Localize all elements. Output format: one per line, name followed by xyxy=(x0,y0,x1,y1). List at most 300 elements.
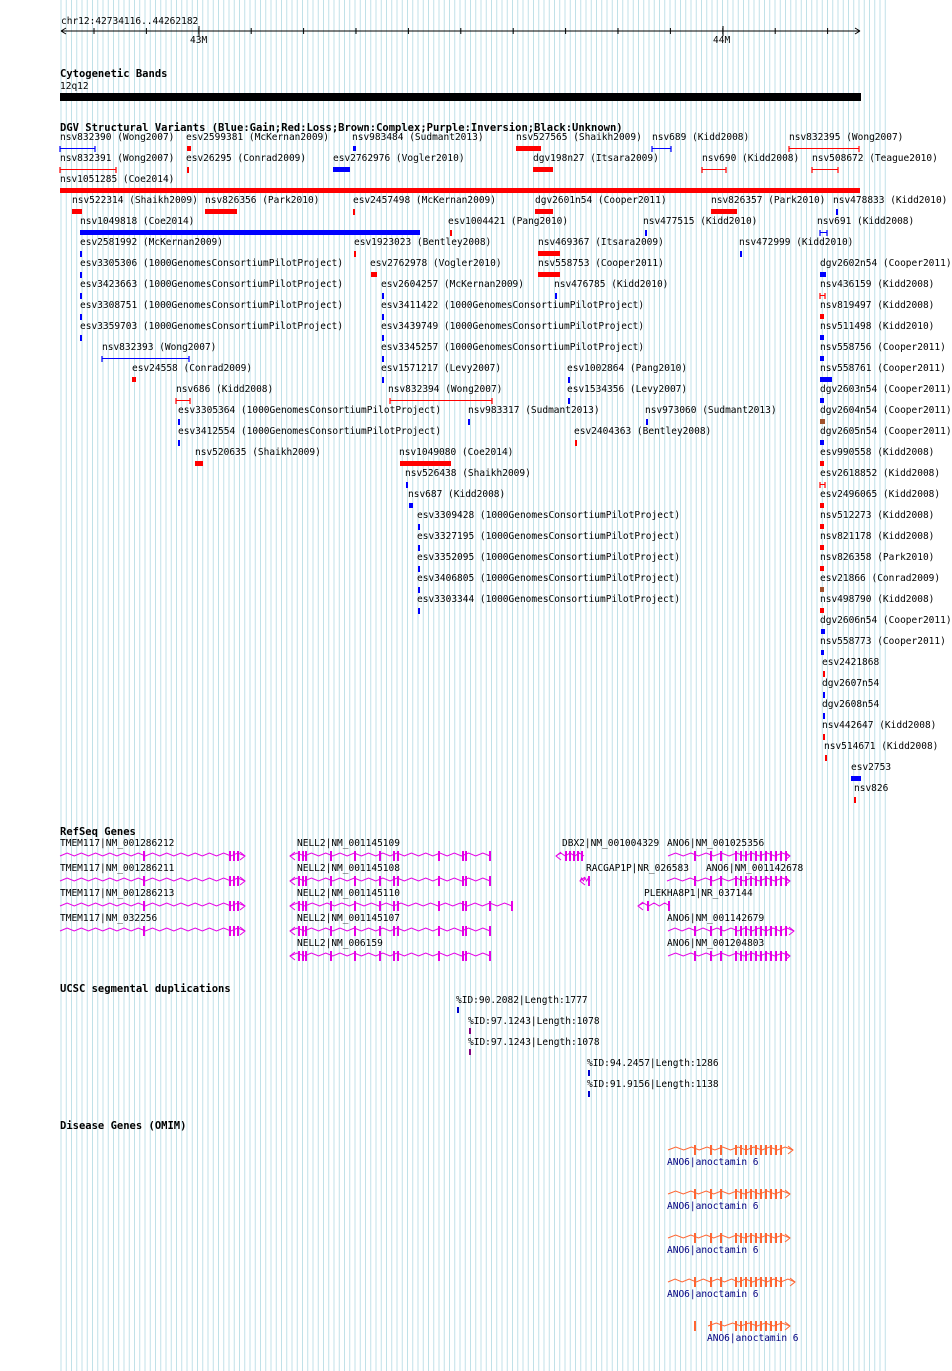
gene-exon xyxy=(735,926,737,936)
gene-exon xyxy=(694,876,696,886)
gene-exon xyxy=(330,951,332,961)
variant-tick xyxy=(80,293,82,299)
gene-exon xyxy=(755,1145,757,1155)
gene-exon xyxy=(354,951,356,961)
dgv-variant-label[interactable]: nsv832390 (Wong2007) xyxy=(60,132,175,143)
refseq-gene-label[interactable]: ANO6|NM_001142679 xyxy=(667,913,765,924)
variant-bar xyxy=(409,503,413,508)
dgv-variant-label[interactable]: esv2404363 (Bentley2008) xyxy=(574,426,712,437)
variant-bar xyxy=(820,398,824,403)
gene-exon xyxy=(720,1321,722,1331)
variant-tick xyxy=(80,335,82,341)
dgv-variant-label[interactable]: nsv832394 (Wong2007) xyxy=(388,384,503,395)
variant-bar xyxy=(371,272,377,277)
gene-exon xyxy=(397,876,399,886)
dgv-variant-label[interactable]: esv3327195 (1000GenomesConsortiumPilotProject) xyxy=(417,531,681,542)
gene-exon xyxy=(745,876,747,886)
gene-exon xyxy=(462,876,464,886)
dgv-variant-label[interactable]: nsv511498 (Kidd2010) xyxy=(820,321,935,332)
variant-bar xyxy=(72,209,82,214)
gene-exon xyxy=(720,1277,722,1287)
gene-exon xyxy=(710,951,712,961)
gene-exon xyxy=(354,926,356,936)
gene-exon xyxy=(750,1189,752,1199)
dgv-variant-label[interactable]: nsv690 (Kidd2008) xyxy=(702,153,800,164)
gene-exon xyxy=(302,901,304,911)
dgv-variant-label[interactable]: nsv832395 (Wong2007) xyxy=(789,132,904,143)
gene-exon xyxy=(233,876,235,886)
gene-exon xyxy=(780,1189,782,1199)
gene-exon xyxy=(765,1233,767,1243)
variant-bar xyxy=(820,356,824,361)
gene-exon xyxy=(511,901,513,911)
dgv-variant-label[interactable]: esv3359703 (1000GenomesConsortiumPilotProject) xyxy=(80,321,344,332)
gene-exon xyxy=(298,951,300,961)
gene-exon xyxy=(740,876,742,886)
dgv-variant-label[interactable]: esv3303344 (1000GenomesConsortiumPilotProject) xyxy=(417,594,681,605)
gene-exon xyxy=(237,926,239,936)
variant-bar xyxy=(400,461,451,466)
variant-bar xyxy=(820,524,824,529)
gene-exon xyxy=(755,1277,757,1287)
gene-exon xyxy=(694,1145,696,1155)
dgv-variant-label[interactable]: esv2457498 (McKernan2009) xyxy=(353,195,496,206)
gene-exon xyxy=(755,1189,757,1199)
refseq-gene-label[interactable]: TMEM117|NM_001286213 xyxy=(60,888,175,899)
dgv-variant-label[interactable]: nsv691 (Kidd2008) xyxy=(817,216,915,227)
variant-tick xyxy=(854,797,856,803)
gene-exon xyxy=(489,901,491,911)
gene-exon xyxy=(720,851,722,861)
track-title-dgv: DGV Structural Variants (Blue:Gain;Red:Loss;Brown:Complex;Purple:Inversion;Black:Unknown) xyxy=(60,122,623,134)
segdup-label[interactable]: %ID:97.1243|Length:1078 xyxy=(468,1037,600,1048)
gene-exon xyxy=(465,876,467,886)
gene-exon xyxy=(305,851,307,861)
dgv-variant-label[interactable]: esv1004421 (Pang2010) xyxy=(448,216,569,227)
refseq-gene-label[interactable]: NELL2|NM_006159 xyxy=(297,938,383,949)
variant-bar xyxy=(80,230,420,235)
gene-exon xyxy=(710,876,712,886)
dgv-variant-label[interactable]: esv3308751 (1000GenomesConsortiumPilotProject) xyxy=(80,300,344,311)
refseq-gene-label[interactable]: DBX2|NM_001004329 xyxy=(562,838,660,849)
dgv-variant-label[interactable]: nsv436159 (Kidd2008) xyxy=(820,279,935,290)
dgv-variant-label[interactable]: esv3305364 (1000GenomesConsortiumPilotProject) xyxy=(178,405,442,416)
gene-exon xyxy=(489,951,491,961)
variant-tick xyxy=(825,755,827,761)
gene-exon xyxy=(760,1145,762,1155)
dgv-variant-label[interactable]: dgv2602n54 (Cooper2011) xyxy=(820,258,952,269)
gene-exon xyxy=(438,951,440,961)
gene-exon xyxy=(668,901,670,911)
gene-exon xyxy=(740,851,742,861)
variant-bar xyxy=(820,440,824,445)
variant-tick xyxy=(836,209,838,215)
gene-exon xyxy=(393,926,395,936)
dgv-variant-label[interactable]: esv2604257 (McKernan2009) xyxy=(381,279,524,290)
variant-bar xyxy=(132,377,136,382)
variant-bar xyxy=(820,377,832,382)
gene-exon xyxy=(735,1277,737,1287)
dgv-variant-label[interactable]: nsv819497 (Kidd2008) xyxy=(820,300,935,311)
gene-exon xyxy=(780,1277,782,1287)
refseq-gene-label[interactable]: TMEM117|NM_001286211 xyxy=(60,863,175,874)
omim-gene-label[interactable]: ANO6|anoctamin 6 xyxy=(707,1333,799,1344)
gene-exon xyxy=(775,1233,777,1243)
gene-exon xyxy=(760,1233,762,1243)
gene-exon xyxy=(462,926,464,936)
dgv-variant-label[interactable]: esv3352095 (1000GenomesConsortiumPilotProject) xyxy=(417,552,681,563)
dgv-variant-label[interactable]: nsv983484 (Sudmant2013) xyxy=(352,132,484,143)
variant-bar xyxy=(195,461,203,466)
gene-exon xyxy=(379,926,381,936)
variant-bar xyxy=(820,587,824,592)
gene-exon xyxy=(577,851,579,861)
dgv-variant-label[interactable]: dgv2608n54 xyxy=(822,699,880,710)
variant-bar xyxy=(820,272,826,277)
gene-exon xyxy=(354,901,356,911)
dgv-variant-label[interactable]: dgv198n27 (Itsara2009) xyxy=(533,153,659,164)
dgv-variant-label[interactable]: nsv527565 (Shaikh2009) xyxy=(516,132,642,143)
gene-exon xyxy=(775,876,777,886)
dgv-variant-label[interactable]: nsv1051285 (Coe2014) xyxy=(60,174,175,185)
dgv-variant-label[interactable]: nsv558756 (Cooper2011) xyxy=(820,342,946,353)
gene-exon xyxy=(720,951,722,961)
dgv-variant-label[interactable]: esv3345257 (1000GenomesConsortiumPilotProject) xyxy=(381,342,645,353)
gene-exon xyxy=(588,876,590,886)
variant-tick xyxy=(646,419,648,425)
gene-exon xyxy=(740,1321,742,1331)
gene-exon xyxy=(775,926,777,936)
gene-exon xyxy=(780,1145,782,1155)
dgv-variant-label[interactable]: esv3412554 (1000GenomesConsortiumPilotProject) xyxy=(178,426,442,437)
gene-exon xyxy=(305,951,307,961)
gene-exon xyxy=(760,926,762,936)
refseq-gene-label[interactable]: RACGAP1P|NR_026583 xyxy=(586,863,689,874)
dgv-variant-label[interactable]: nsv478833 (Kidd2010) xyxy=(833,195,948,206)
gene-exon xyxy=(770,1189,772,1199)
dgv-variant-label[interactable]: esv3309428 (1000GenomesConsortiumPilotProject) xyxy=(417,510,681,521)
segdup-mark xyxy=(588,1091,590,1097)
variant-tick xyxy=(353,209,355,215)
variant-bar xyxy=(535,209,553,214)
gene-exon xyxy=(462,901,464,911)
variant-tick xyxy=(568,377,570,383)
dgv-variant-label[interactable]: nsv821178 (Kidd2008) xyxy=(820,531,935,542)
dgv-variant-label[interactable]: esv990558 (Kidd2008) xyxy=(820,447,935,458)
gene-exon xyxy=(489,926,491,936)
dgv-variant-label[interactable]: dgv2603n54 (Cooper2011) xyxy=(820,384,952,395)
dgv-variant-label[interactable]: esv2762976 (Vogler2010) xyxy=(333,153,465,164)
dgv-variant-label[interactable]: esv2581992 (McKernan2009) xyxy=(80,237,223,248)
gene-exon xyxy=(770,1233,772,1243)
gene-exon xyxy=(735,1233,737,1243)
gene-exon xyxy=(765,1321,767,1331)
dgv-variant-label[interactable]: esv21866 (Conrad2009) xyxy=(820,573,941,584)
gene-exon xyxy=(775,851,777,861)
dgv-variant-label[interactable]: nsv477515 (Kidd2010) xyxy=(643,216,758,227)
dgv-variant-label[interactable]: esv1534356 (Levy2007) xyxy=(567,384,688,395)
dgv-variant-label[interactable]: nsv973060 (Sudmant2013) xyxy=(645,405,777,416)
dgv-variant-label[interactable]: dgv2601n54 (Cooper2011) xyxy=(535,195,667,206)
dgv-variant-label[interactable]: esv2496065 (Kidd2008) xyxy=(820,489,941,500)
gene-exon xyxy=(143,926,145,936)
gene-exon xyxy=(710,1189,712,1199)
gene-exon xyxy=(302,951,304,961)
gene-exon xyxy=(760,1277,762,1287)
gene-exon xyxy=(379,851,381,861)
gene-exon xyxy=(750,951,752,961)
variant-bar xyxy=(820,314,824,319)
gene-exon xyxy=(305,901,307,911)
gene-exon xyxy=(750,1321,752,1331)
dgv-variant-label[interactable]: esv3423663 (1000GenomesConsortiumPilotProject) xyxy=(80,279,344,290)
dgv-variant-label[interactable]: nsv826357 (Park2010) xyxy=(711,195,826,206)
gene-exon xyxy=(755,876,757,886)
dgv-variant-label[interactable]: nsv476785 (Kidd2010) xyxy=(554,279,669,290)
dgv-variant-label[interactable]: esv2421868 xyxy=(822,657,880,668)
dgv-variant-label[interactable]: nsv689 (Kidd2008) xyxy=(652,132,750,143)
dgv-variant-label[interactable]: nsv1049080 (Coe2014) xyxy=(399,447,514,458)
ruler-tick-44m: 44M xyxy=(713,35,731,46)
dgv-variant-label[interactable]: esv2762978 (Vogler2010) xyxy=(370,258,502,269)
dgv-variant-label[interactable]: nsv512273 (Kidd2008) xyxy=(820,510,935,521)
dgv-variant-label[interactable]: nsv498790 (Kidd2008) xyxy=(820,594,935,605)
dgv-variant-label[interactable]: esv2599381 (McKernan2009) xyxy=(186,132,329,143)
gene-exon xyxy=(298,926,300,936)
dgv-variant-label[interactable]: dgv2606n54 (Cooper2011) xyxy=(820,615,952,626)
refseq-gene-label[interactable]: NELL2|NM_001145110 xyxy=(297,888,400,899)
gene-exon xyxy=(393,851,395,861)
refseq-gene-label[interactable]: NELL2|NM_001145107 xyxy=(297,913,400,924)
track-title-refseq: RefSeq Genes xyxy=(60,826,136,838)
dgv-variant-label[interactable]: esv3406805 (1000GenomesConsortiumPilotProject) xyxy=(417,573,681,584)
variant-tick xyxy=(555,293,557,299)
gene-exon xyxy=(770,1277,772,1287)
gene-exon xyxy=(760,851,762,861)
gene-exon xyxy=(237,851,239,861)
gene-exon xyxy=(438,901,440,911)
gene-exon xyxy=(694,926,696,936)
dgv-variant-label[interactable]: esv1002864 (Pang2010) xyxy=(567,363,688,374)
dgv-variant-label[interactable]: nsv442647 (Kidd2008) xyxy=(822,720,937,731)
dgv-variant-label[interactable]: esv24558 (Conrad2009) xyxy=(132,363,253,374)
gene-exon xyxy=(489,876,491,886)
refseq-gene-label[interactable]: TMEM117|NM_001286212 xyxy=(60,838,175,849)
variant-tick xyxy=(178,440,180,446)
dgv-variant-label[interactable]: dgv2605n54 (Cooper2011) xyxy=(820,426,952,437)
cytoband-12q12 xyxy=(60,93,861,101)
variant-tick xyxy=(823,734,825,740)
dgv-variant-label[interactable]: nsv514671 (Kidd2008) xyxy=(824,741,939,752)
gene-exon xyxy=(770,1321,772,1331)
segdup-mark xyxy=(588,1070,590,1076)
gene-exon xyxy=(780,1233,782,1243)
dgv-variant-label[interactable]: nsv472999 (Kidd2010) xyxy=(739,237,854,248)
variant-tick xyxy=(568,398,570,404)
gene-exon xyxy=(694,1277,696,1287)
dgv-variant-label[interactable]: nsv520635 (Shaikh2009) xyxy=(195,447,321,458)
dgv-variant-label[interactable]: nsv832393 (Wong2007) xyxy=(102,342,217,353)
variant-bar xyxy=(851,776,861,781)
refseq-gene-label[interactable]: ANO6|NM_001025356 xyxy=(667,838,765,849)
refseq-gene-label[interactable]: NELL2|NM_001145109 xyxy=(297,838,400,849)
gene-exon xyxy=(330,926,332,936)
dgv-variant-label[interactable]: esv26295 (Conrad2009) xyxy=(186,153,307,164)
dgv-variant-label[interactable]: nsv826 xyxy=(854,783,889,794)
gene-exon xyxy=(302,876,304,886)
segdup-mark xyxy=(469,1028,471,1034)
cytoband-label: 12q12 xyxy=(60,81,89,92)
track-title-cytobands: Cytogenetic Bands xyxy=(60,68,168,80)
variant-tick xyxy=(80,272,82,278)
gene-exon xyxy=(397,851,399,861)
gene-exon xyxy=(750,1145,752,1155)
gene-exon xyxy=(770,876,772,886)
gene-exon xyxy=(765,1277,767,1287)
gene-exon xyxy=(462,951,464,961)
variant-bar xyxy=(820,545,824,550)
gene-exon xyxy=(780,876,782,886)
variant-bar xyxy=(60,188,860,193)
gene-exon xyxy=(330,851,332,861)
dgv-variant-label[interactable]: esv2618852 (Kidd2008) xyxy=(820,468,941,479)
variant-tick xyxy=(450,230,452,236)
dgv-variant-label[interactable]: nsv832391 (Wong2007) xyxy=(60,153,175,164)
gene-exon xyxy=(379,876,381,886)
gene-exon xyxy=(237,901,239,911)
dgv-variant-label[interactable]: esv3439749 (1000GenomesConsortiumPilotProject) xyxy=(381,321,645,332)
gene-exon xyxy=(745,1321,747,1331)
gene-exon xyxy=(393,951,395,961)
gene-exon xyxy=(750,876,752,886)
gene-exon xyxy=(780,1321,782,1331)
omim-gene-label[interactable]: ANO6|anoctamin 6 xyxy=(667,1289,759,1300)
gene-exon xyxy=(740,1189,742,1199)
gene-exon xyxy=(735,1189,737,1199)
refseq-gene-label[interactable]: TMEM117|NM_032256 xyxy=(60,913,158,924)
dgv-variant-label[interactable]: nsv469367 (Itsara2009) xyxy=(538,237,664,248)
refseq-gene-label[interactable]: ANO6|NM_001142678 xyxy=(706,863,804,874)
dgv-variant-label[interactable]: nsv558761 (Cooper2011) xyxy=(820,363,946,374)
gene-exon xyxy=(569,851,571,861)
gene-exon xyxy=(740,1277,742,1287)
variant-tick xyxy=(382,314,384,320)
variant-tick xyxy=(418,545,420,551)
dgv-variant-label[interactable]: esv3411422 (1000GenomesConsortiumPilotProject) xyxy=(381,300,645,311)
dgv-variant-label[interactable]: nsv522314 (Shaikh2009) xyxy=(72,195,198,206)
gene-exon xyxy=(750,851,752,861)
segdup-label[interactable]: %ID:90.2082|Length:1777 xyxy=(456,995,588,1006)
dgv-variant-label[interactable]: nsv526438 (Shaikh2009) xyxy=(405,468,531,479)
omim-gene-label[interactable]: ANO6|anoctamin 6 xyxy=(667,1201,759,1212)
variant-bar xyxy=(333,167,350,172)
variant-bar xyxy=(538,251,560,256)
gene-exon xyxy=(760,951,762,961)
gene-exon xyxy=(765,926,767,936)
gene-exon xyxy=(354,876,356,886)
dgv-variant-label[interactable]: nsv826358 (Park2010) xyxy=(820,552,935,563)
gene-exon xyxy=(750,1277,752,1287)
refseq-gene-label[interactable]: PLEKHA8P1|NR_037144 xyxy=(644,888,753,899)
gene-exon xyxy=(397,951,399,961)
segdup-label[interactable]: %ID:91.9156|Length:1138 xyxy=(587,1079,719,1090)
region-label: chr12:42734116..44262182 xyxy=(61,16,199,27)
variant-bar xyxy=(533,167,553,172)
dgv-variant-label[interactable]: nsv686 (Kidd2008) xyxy=(176,384,274,395)
gene-exon xyxy=(755,1233,757,1243)
gene-exon xyxy=(775,1277,777,1287)
gene-exon xyxy=(330,876,332,886)
gene-exon xyxy=(379,951,381,961)
refseq-gene-label[interactable]: NELL2|NM_001145108 xyxy=(297,863,400,874)
dgv-variant-label[interactable]: nsv826356 (Park2010) xyxy=(205,195,320,206)
dgv-variant-label[interactable]: nsv558773 (Cooper2011) xyxy=(820,636,946,647)
gene-exon xyxy=(720,1145,722,1155)
gene-exon xyxy=(438,926,440,936)
gene-exon xyxy=(780,926,782,936)
segdup-label[interactable]: %ID:94.2457|Length:1286 xyxy=(587,1058,719,1069)
dgv-variant-label[interactable]: dgv2604n54 (Cooper2011) xyxy=(820,405,952,416)
gene-exon xyxy=(305,876,307,886)
gene-exon xyxy=(330,901,332,911)
gene-exon xyxy=(740,1145,742,1155)
omim-gene-label[interactable]: ANO6|anoctamin 6 xyxy=(667,1157,759,1168)
segdup-mark xyxy=(469,1049,471,1055)
variant-tick xyxy=(823,713,825,719)
dgv-variant-label[interactable]: nsv983317 (Sudmant2013) xyxy=(468,405,600,416)
gene-exon xyxy=(735,1145,737,1155)
variant-tick xyxy=(382,293,384,299)
gene-exon xyxy=(745,1277,747,1287)
dgv-variant-label[interactable]: nsv508672 (Teague2010) xyxy=(812,153,938,164)
variant-tick xyxy=(740,251,742,257)
gene-exon xyxy=(233,901,235,911)
dgv-variant-label[interactable]: nsv558753 (Cooper2011) xyxy=(538,258,664,269)
refseq-gene-label[interactable]: ANO6|NM_001204803 xyxy=(667,938,765,949)
gene-exon xyxy=(750,926,752,936)
gene-exon xyxy=(775,1145,777,1155)
gene-exon xyxy=(770,851,772,861)
variant-tick xyxy=(418,566,420,572)
gene-exon xyxy=(397,901,399,911)
gene-exon xyxy=(740,926,742,936)
dgv-variant-label[interactable]: dgv2607n54 xyxy=(822,678,880,689)
gene-exon xyxy=(694,851,696,861)
gene-exon xyxy=(302,851,304,861)
dgv-variant-label[interactable]: esv1923023 (Bentley2008) xyxy=(354,237,492,248)
omim-gene-label[interactable]: ANO6|anoctamin 6 xyxy=(667,1245,759,1256)
variant-tick xyxy=(382,356,384,362)
gene-exon xyxy=(755,926,757,936)
gene-exon xyxy=(765,1189,767,1199)
variant-bar xyxy=(516,146,541,151)
gene-exon xyxy=(775,951,777,961)
dgv-variant-label[interactable]: esv3305306 (1000GenomesConsortiumPilotProject) xyxy=(80,258,344,269)
dgv-variant-label[interactable]: nsv1049818 (Coe2014) xyxy=(80,216,195,227)
segdup-label[interactable]: %ID:97.1243|Length:1078 xyxy=(468,1016,600,1027)
gene-exon xyxy=(302,926,304,936)
gene-exon xyxy=(397,926,399,936)
variant-tick xyxy=(80,251,82,257)
variant-bar xyxy=(820,335,824,340)
dgv-variant-label[interactable]: esv2753 xyxy=(851,762,892,773)
dgv-variant-label[interactable]: nsv687 (Kidd2008) xyxy=(408,489,506,500)
gene-exon xyxy=(694,1233,696,1243)
dgv-variant-label[interactable]: esv1571217 (Levy2007) xyxy=(381,363,502,374)
gene-exon xyxy=(233,851,235,861)
gene-exon xyxy=(229,901,231,911)
gene-exon xyxy=(765,1145,767,1155)
